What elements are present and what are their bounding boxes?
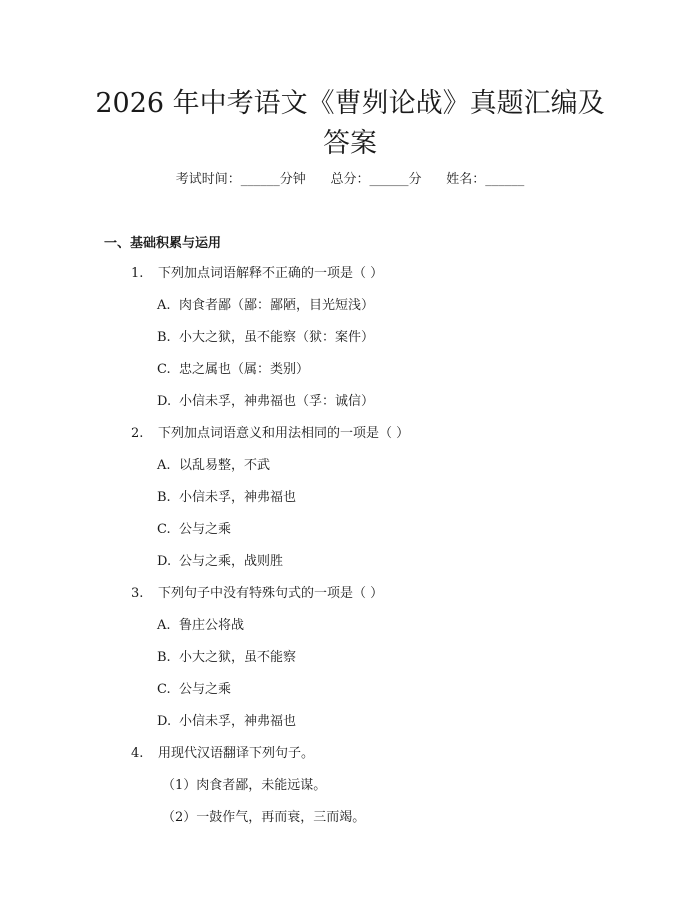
question-number: 3.: [131, 586, 144, 601]
question-1-option-a: [157, 294, 374, 313]
option-letter: D.: [157, 554, 172, 569]
question-3-option-c: [157, 678, 231, 697]
question-text: 下列加点词语解释不正确的一项是（ ）: [158, 266, 384, 281]
document-title: 2026 年中考语文《曹刿论战》真题汇编及答案: [95, 88, 605, 159]
option-letter: C.: [157, 682, 171, 697]
option-letter: C.: [157, 522, 171, 537]
question-1-option-b: [157, 326, 374, 345]
question-3: [131, 582, 383, 601]
question-3-option-d: [157, 710, 296, 729]
option-letter: A.: [157, 618, 171, 633]
option-text: 鲁庄公将战: [179, 618, 245, 633]
option-text: 忠之属也（属：类别）: [179, 362, 310, 377]
option-text: 小信未孚，神弗福也: [179, 714, 297, 729]
question-3-option-a: [157, 614, 244, 633]
question-4-sentence-1: （1）肉食者鄙，未能远谋。: [162, 778, 327, 793]
question-3-option-b: [157, 646, 296, 665]
question-number: 4.: [131, 746, 144, 761]
option-text: 公与之乘: [179, 522, 232, 537]
question-4-sentence-2: （2）一鼓作气，再而衰，三而竭。: [162, 810, 366, 825]
option-letter: B.: [157, 490, 171, 505]
option-text: 小大之狱，虽不能察（狱：案件）: [179, 330, 375, 345]
question-text: 用现代汉语翻译下列句子。: [158, 746, 315, 761]
question-4: [131, 742, 314, 761]
question-2-option-c: [157, 518, 231, 537]
option-letter: D.: [157, 714, 172, 729]
option-letter: C.: [157, 362, 171, 377]
question-1: [131, 262, 383, 281]
question-2: [131, 422, 409, 441]
question-text: 下列句子中没有特殊句式的一项是（ ）: [158, 586, 384, 601]
question-2-option-a: [157, 454, 270, 473]
question-number: 1.: [131, 266, 144, 281]
option-text: 肉食者鄙（鄙：鄙陋，目光短浅）: [179, 298, 375, 313]
question-text: 下列加点词语意义和用法相同的一项是（ ）: [158, 426, 410, 441]
exam-info-line: 考试时间：______分钟 总分：______分 姓名：______: [175, 172, 525, 187]
question-2-option-d: [157, 550, 283, 569]
option-text: 公与之乘，战则胜: [179, 554, 284, 569]
option-letter: A.: [157, 458, 171, 473]
option-letter: D.: [157, 394, 172, 409]
section-heading: 一、基础积累与运用: [104, 236, 222, 251]
option-letter: B.: [157, 330, 171, 345]
option-letter: A.: [157, 298, 171, 313]
question-2-option-b: [157, 486, 296, 505]
question-number: 2.: [131, 426, 144, 441]
option-text: 小信未孚，神弗福也（孚：诚信）: [179, 394, 375, 409]
option-text: 小信未孚，神弗福也: [179, 490, 297, 505]
option-text: 小大之狱，虽不能察: [179, 650, 297, 665]
question-1-option-d: [157, 390, 374, 409]
option-letter: B.: [157, 650, 171, 665]
option-text: 公与之乘: [179, 682, 232, 697]
option-text: 以乱易整，不武: [179, 458, 271, 473]
question-1-option-c: [157, 358, 309, 377]
